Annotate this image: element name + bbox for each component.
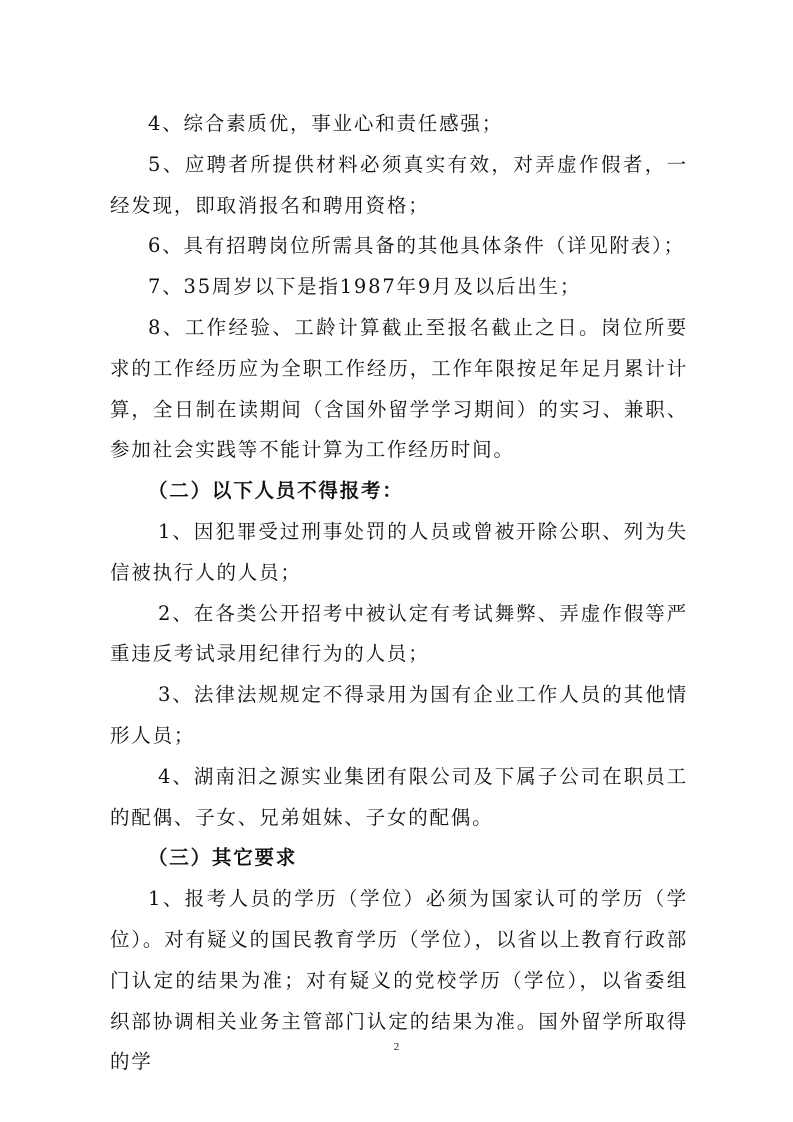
- paragraph-excluded-4: 4、湖南汨之源实业集团有限公司及下属子公司在职员工的配偶、子女、兄弟姐妹、子女的配偶。: [110, 764, 688, 829]
- page-number: 2: [393, 1041, 400, 1053]
- paragraph-qualification-7: 7、35周岁以下是指1987年9月及以后出生；: [148, 275, 582, 299]
- section-heading-excluded: （二）以下人员不得报考：: [148, 479, 404, 503]
- paragraph-qualification-5: 5、应聘者所提供材料必须真实有效，对弄虚作假者，一经发现，即取消报名和聘用资格；: [110, 152, 688, 217]
- paragraph-other-1: 1、报考人员的学历（学位）必须为国家认可的学历（学位）。对有疑义的国民教育学历（学位），以省以上教育行政部门认定的结果为准；对有疑义的党校学历（学位），以省委组织部协调相关业务主管部门认定的结果为准。国外留学所取得的学: [110, 887, 688, 1074]
- document-body: [110, 104, 688, 1083]
- paragraph-qualification-8: 8、工作经验、工龄计算截止至报名截止之日。岗位所要求的工作经历应为全职工作经历，工作年限按足年足月累计计算，全日制在读期间（含国外留学学习期间）的实习、兼职、参加社会实践等不能计算为工作经历时间。: [110, 315, 688, 462]
- paragraph-excluded-1: 1、因犯罪受过刑事处罚的人员或曾被开除公职、列为失信被执行人的人员；: [110, 519, 688, 584]
- paragraph-qualification-6: 6、具有招聘岗位所需具备的其他具体条件（详见附表）；: [148, 234, 685, 258]
- paragraph-qualification-4: 4、综合素质优，事业心和责任感强；: [148, 112, 504, 135]
- paragraph-excluded-2: 2、在各类公开招考中被认定有考试舞弊、弄虚作假等严重违反考试录用纪律行为的人员；: [110, 601, 688, 666]
- paragraph-excluded-3: 3、法律法规规定不得录用为国有企业工作人员的其他情形人员；: [110, 683, 688, 747]
- section-heading-other: （三）其它要求: [148, 846, 298, 870]
